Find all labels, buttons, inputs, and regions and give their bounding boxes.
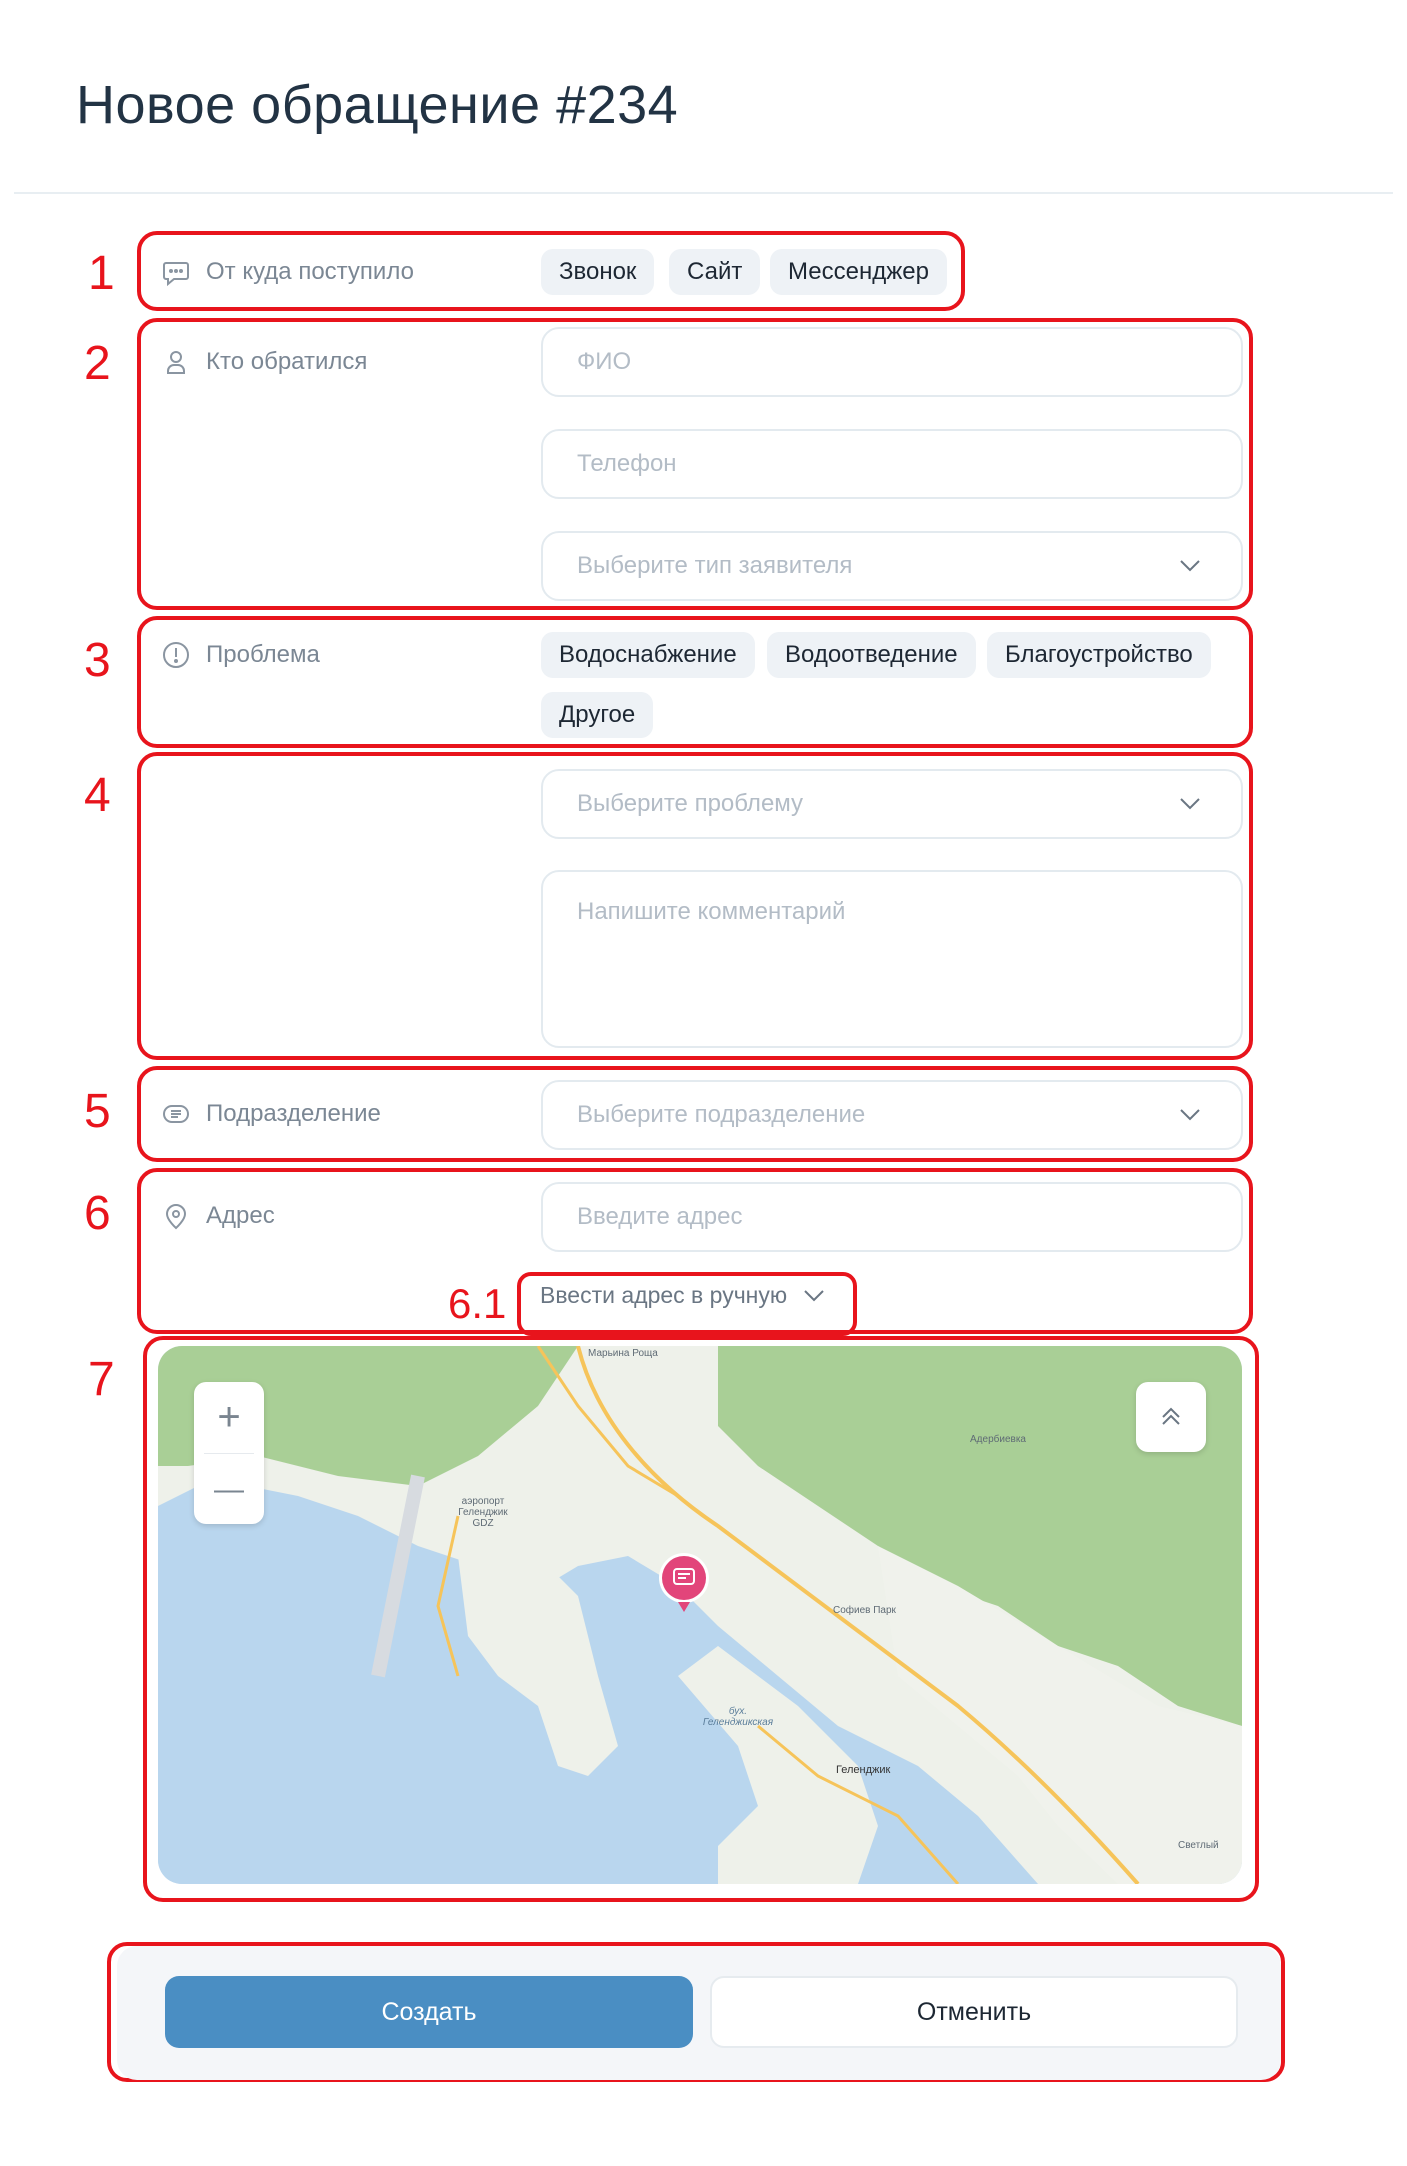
zoom-out-button[interactable]: — [214,1472,244,1506]
fio-input[interactable] [541,327,1243,397]
chevron-down-icon [1179,559,1201,573]
chevron-down-icon [803,1289,825,1303]
map-zoom-control [194,1382,264,1524]
person-icon [160,346,192,378]
annotation-number-2: 2 [84,337,111,390]
department-select[interactable] [541,1080,1243,1150]
annotation-number-1: 1 [88,247,115,300]
annotation-number-6-1: 6.1 [448,1280,507,1327]
map-label-adrbievka: Адербиевка [970,1434,1026,1445]
page-title: Новое обращение #234 [76,75,679,135]
manual-address-text: Ввести адрес в ручную [540,1282,788,1308]
map-label-bay: бух. Геленджикская [702,1706,774,1728]
problem-label-text: Проблема [206,641,320,668]
map-label-sofia: Софиев Парк [833,1605,896,1616]
map-label-city: Геленджик [836,1764,891,1776]
map-expand-button[interactable] [1136,1382,1206,1452]
department-label [160,1098,381,1130]
annotation-number-6: 6 [84,1187,111,1240]
chevron-down-icon [1179,1108,1201,1122]
annotation-number-7: 7 [88,1353,115,1406]
annotation-number-3: 3 [84,634,111,687]
problem-select[interactable] [541,769,1243,839]
annotation-number-4: 4 [84,769,111,822]
map-marker-icon[interactable] [656,1552,712,1616]
address-input[interactable] [541,1182,1243,1252]
list-icon [160,1098,192,1130]
annotation-number-5: 5 [84,1085,111,1138]
exclamation-circle-icon [160,639,192,671]
department-label-text: Подразделение [206,1100,381,1127]
source-label [160,256,414,288]
chevrons-up-icon [1158,1404,1184,1430]
chip-source-call[interactable]: Звонок [541,249,654,295]
applicant-label [160,346,367,378]
chip-problem-landscaping[interactable]: Благоустройство [987,632,1211,678]
map-label-svetly: Светлый [1178,1840,1219,1851]
chat-bubble-icon [160,256,192,288]
address-label [160,1200,275,1232]
location-pin-icon [160,1200,192,1232]
chip-source-site[interactable]: Сайт [669,249,760,295]
create-button[interactable]: Создать [165,1976,693,2048]
phone-placeholder: Телефон [577,450,677,477]
problem-label [160,639,320,671]
manual-address-toggle[interactable] [540,1282,825,1309]
zoom-in-button[interactable]: + [217,1395,241,1439]
map-label-airport: аэропорт Геленджик GDZ [458,1496,508,1529]
department-placeholder: Выберите подразделение [577,1101,866,1128]
map[interactable] [158,1346,1242,1884]
applicant-label-text: Кто обратился [206,348,368,375]
cancel-button[interactable]: Отменить [710,1976,1238,2048]
comment-textarea[interactable] [541,870,1243,1048]
fio-placeholder: ФИО [577,348,632,375]
form-actions [117,1946,1281,2080]
phone-input[interactable] [541,429,1243,499]
header-divider [14,192,1393,194]
chip-source-messenger[interactable]: Мессенджер [770,249,947,295]
address-placeholder: Введите адрес [577,1203,743,1230]
chip-problem-water-supply[interactable]: Водоснабжение [541,632,755,678]
problem-select-placeholder: Выберите проблему [577,790,804,817]
applicant-type-placeholder: Выберите тип заявителя [577,552,853,579]
map-label-roshcha: Марьина Роща [588,1348,658,1359]
chip-problem-drainage[interactable]: Водоотведение [767,632,976,678]
comment-placeholder: Напишите комментарий [577,898,846,925]
applicant-type-select[interactable] [541,531,1243,601]
chevron-down-icon [1179,797,1201,811]
chip-problem-other[interactable]: Другое [541,692,653,738]
source-label-text: От куда поступило [206,258,414,285]
address-label-text: Адрес [206,1202,275,1229]
